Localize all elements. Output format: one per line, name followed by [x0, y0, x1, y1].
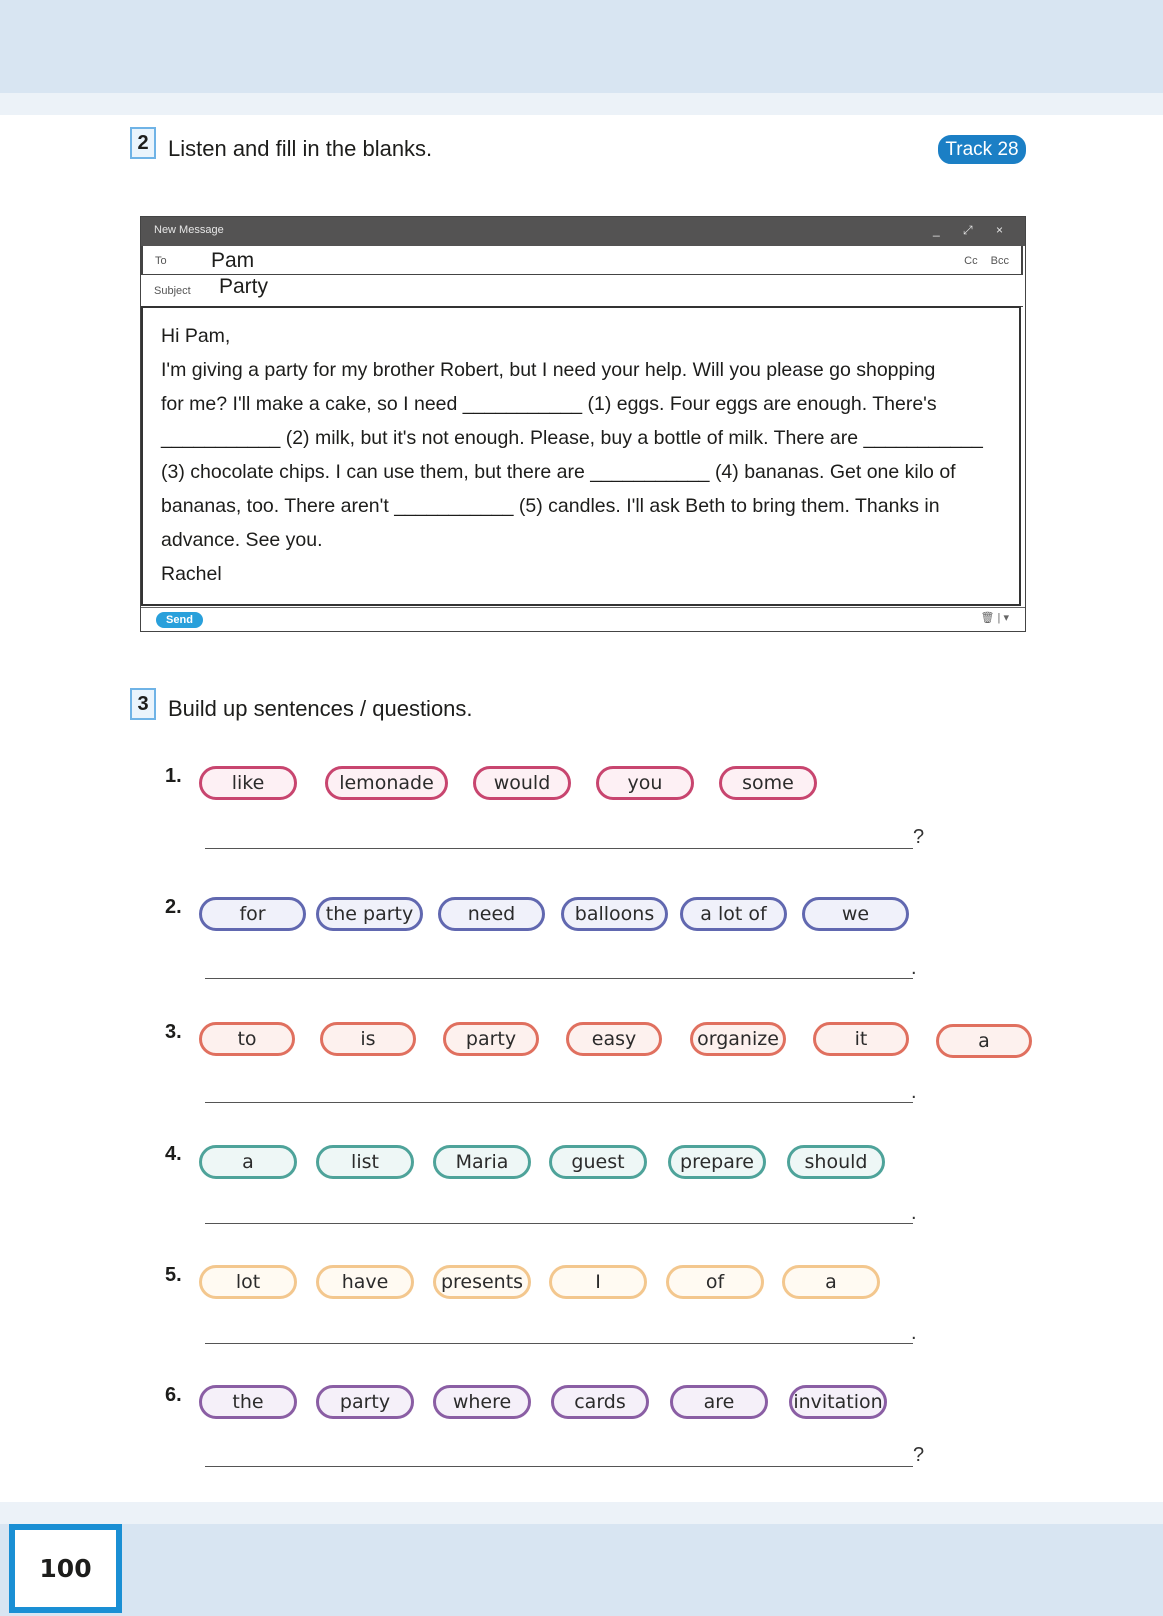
- to-label: To: [155, 255, 167, 267]
- word-chip[interactable]: party: [316, 1385, 414, 1419]
- word-chip[interactable]: to: [199, 1022, 295, 1056]
- body-line-6: bananas, too. There aren't ___________ (5) candles. I'll ask Beth to bring them. Thanks in: [161, 495, 940, 517]
- word-chip[interactable]: would: [473, 766, 571, 800]
- email-window: [140, 216, 1026, 632]
- subject-row: [141, 275, 1023, 307]
- question-4-number: 4.: [165, 1143, 182, 1165]
- answer-line-4[interactable]: [205, 1222, 913, 1224]
- answer-line-3[interactable]: [205, 1101, 913, 1103]
- bottom-stripe: [0, 1502, 1163, 1524]
- word-chip[interactable]: easy: [566, 1022, 662, 1056]
- answer-end-6: ?: [913, 1444, 925, 1466]
- answer-line-5[interactable]: [205, 1342, 913, 1344]
- word-chip[interactable]: need: [438, 897, 545, 931]
- email-titlebar: [141, 217, 1025, 246]
- answer-end-1: ?: [913, 826, 925, 848]
- word-chip[interactable]: a lot of: [680, 897, 787, 931]
- question-1-number: 1.: [165, 765, 182, 787]
- answer-end-4: .: [911, 1202, 917, 1224]
- track-badge[interactable]: Track 28: [938, 135, 1026, 164]
- body-line-3: for me? I'll make a cake, so I need ___________ (1) eggs. Four eggs are enough. There's: [161, 393, 937, 415]
- email-footer: [141, 607, 1025, 632]
- answer-line-1[interactable]: [205, 847, 913, 849]
- exercise-2-title: Listen and fill in the blanks.: [168, 136, 433, 161]
- word-chip[interactable]: some: [719, 766, 817, 800]
- answer-line-2[interactable]: [205, 977, 913, 979]
- word-chip[interactable]: should: [787, 1145, 885, 1179]
- to-field[interactable]: Pam: [211, 249, 255, 272]
- trash-more-icon[interactable]: 🗑 | ▾: [980, 612, 1009, 624]
- to-row: [141, 246, 1023, 275]
- top-stripe: [0, 93, 1163, 115]
- word-chip[interactable]: lemonade: [325, 766, 448, 800]
- word-chip[interactable]: like: [199, 766, 297, 800]
- word-chip[interactable]: a: [199, 1145, 297, 1179]
- answer-end-5: .: [911, 1322, 917, 1344]
- top-band: [0, 0, 1163, 93]
- word-chip[interactable]: cards: [551, 1385, 649, 1419]
- question-5-number: 5.: [165, 1264, 182, 1286]
- word-chip[interactable]: lot: [199, 1265, 297, 1299]
- word-chip[interactable]: list: [316, 1145, 414, 1179]
- word-chip[interactable]: organize: [690, 1022, 786, 1056]
- subject-field[interactable]: Party: [219, 275, 269, 298]
- body-line-4: ___________ (2) milk, but it's not enough. Please, buy a bottle of milk. There are ___________: [161, 427, 983, 449]
- email-body[interactable]: [141, 306, 1021, 606]
- body-line-7: advance. See you.: [161, 529, 323, 551]
- cc-bcc-links[interactable]: Cc Bcc: [964, 255, 1009, 267]
- word-chip[interactable]: of: [666, 1265, 764, 1299]
- answer-end-2: .: [911, 957, 917, 979]
- word-chip[interactable]: a: [936, 1024, 1032, 1058]
- exercise-3-title: Build up sentences / questions.: [168, 696, 473, 721]
- word-chip[interactable]: the: [199, 1385, 297, 1419]
- word-chip[interactable]: Maria: [433, 1145, 531, 1179]
- word-chip[interactable]: invitation: [789, 1385, 887, 1419]
- word-chip[interactable]: are: [670, 1385, 768, 1419]
- subject-label: Subject: [154, 285, 191, 297]
- word-chip[interactable]: for: [199, 897, 306, 931]
- exercise-2-number: 2: [130, 127, 156, 159]
- question-3-number: 3.: [165, 1021, 182, 1043]
- word-chip[interactable]: a: [782, 1265, 880, 1299]
- page-number: 100: [9, 1524, 122, 1613]
- word-chip[interactable]: we: [802, 897, 909, 931]
- send-button[interactable]: Send: [156, 612, 203, 628]
- word-chip[interactable]: balloons: [561, 897, 668, 931]
- word-chip[interactable]: you: [596, 766, 694, 800]
- body-line-2: I'm giving a party for my brother Robert, but I need your help. Will you please go shopping: [161, 359, 936, 381]
- exercise-3-number: 3: [130, 688, 156, 720]
- word-chip[interactable]: is: [320, 1022, 416, 1056]
- window-controls-icon[interactable]: _ ⤢ ×: [933, 223, 1013, 237]
- answer-line-6[interactable]: [205, 1465, 913, 1467]
- email-window-title: New Message: [154, 224, 224, 236]
- word-chip[interactable]: I: [549, 1265, 647, 1299]
- word-chip[interactable]: party: [443, 1022, 539, 1056]
- word-chip[interactable]: the party: [316, 897, 423, 931]
- body-line-5: (3) chocolate chips. I can use them, but there are ___________ (4) bananas. Get one kilo of: [161, 461, 956, 483]
- word-chip[interactable]: presents: [433, 1265, 531, 1299]
- word-chip[interactable]: it: [813, 1022, 909, 1056]
- question-6-number: 6.: [165, 1384, 182, 1406]
- body-line-1: Hi Pam,: [161, 325, 231, 347]
- word-chip[interactable]: have: [316, 1265, 414, 1299]
- word-chip[interactable]: guest: [549, 1145, 647, 1179]
- answer-end-3: .: [911, 1081, 917, 1103]
- bottom-band: [0, 1524, 1163, 1616]
- word-chip[interactable]: prepare: [668, 1145, 766, 1179]
- body-line-8: Rachel: [161, 563, 222, 585]
- word-chip[interactable]: where: [433, 1385, 531, 1419]
- question-2-number: 2.: [165, 896, 182, 918]
